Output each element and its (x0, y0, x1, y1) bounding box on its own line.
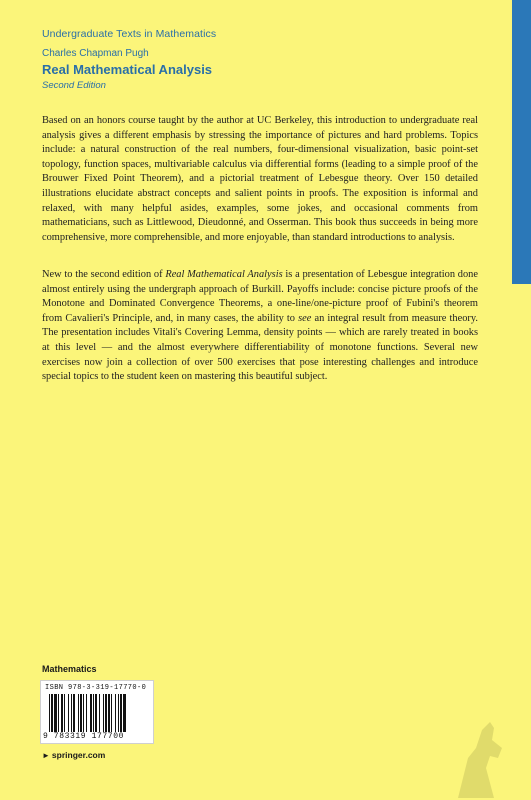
p2-text-3: an integral result from measure theory. The presentation includes Vitali's Covering Lemma, density points — which are rarely treated in books at this level — and the almost everywhere differentiability of monotone functions. Several new exercises now join a collection of over 500 exercises that pose interesting challenges and introduce special topics to the student keen on mastering this beautiful subject. (42, 312, 478, 383)
p2-see: see (298, 312, 312, 324)
series-name: Undergraduate Texts in Mathematics (42, 28, 217, 40)
barcode-bar (58, 694, 59, 732)
barcode-bar (80, 694, 82, 732)
barcode-bar (78, 694, 79, 732)
p2-book-title: Real Mathematical Analysis (165, 269, 283, 280)
barcode-bar (54, 694, 57, 732)
barcode-bar (64, 694, 65, 732)
barcode-bar (95, 694, 97, 732)
p2-text-1: New to the second edition of (42, 269, 166, 280)
barcode-bar (73, 694, 75, 732)
author-name: Charles Chapman Pugh (42, 48, 149, 59)
barcode-bar (86, 694, 87, 732)
barcode-bar (99, 694, 100, 732)
isbn-number: ISBN 978-3-319-17770-0 (45, 684, 147, 692)
edition-label: Second Edition (42, 80, 106, 91)
subject-label: Mathematics (42, 664, 97, 674)
book-title: Real Mathematical Analysis (42, 62, 213, 77)
barcode-bar (115, 694, 116, 732)
barcode-bar (108, 694, 110, 732)
arrow-right-icon: ► (42, 751, 50, 760)
barcode-bar (90, 694, 92, 732)
barcode-bar (111, 694, 112, 732)
publisher-url-text: springer.com (51, 750, 106, 760)
barcode-digits: 9 783319 177700 (43, 732, 125, 741)
barcode-bar (68, 694, 69, 732)
springer-horse-logo-icon (446, 718, 516, 800)
barcode-bar (61, 694, 63, 732)
barcode-bar (83, 694, 84, 732)
description-paragraph-2 (42, 268, 478, 385)
barcode-bar (105, 694, 107, 732)
barcode-bar (93, 694, 94, 732)
barcode-bar (71, 694, 72, 732)
side-color-stripe (512, 0, 531, 284)
p2-text-2: is a presentation of Lebesgue integration done almost entirely using the undergraph approach of Burkill. Payoffs include: concise picture proofs of the Monotone and Dominated Convergence Theorems, a one-line/one-picture proof of Fubini's theorem from Cavalieri's Principle, and, in many cases, the ability to (42, 269, 478, 324)
publisher-url (42, 750, 105, 760)
barcode-bar (120, 694, 122, 732)
barcode-bar (51, 694, 53, 732)
barcode-bar (118, 694, 119, 732)
isbn-barcode-box (40, 680, 154, 744)
barcode-bar (103, 694, 104, 732)
barcode-bar (123, 694, 126, 732)
description-paragraph-1: Based on an honors course taught by the author at UC Berkeley, this introduction to undergraduate real analysis gives a different emphasis by stressing the importance of pictures and hard problems. Topics include: a natural construction of the real numbers, four-dimensional visualization, basic point-set topology, function spaces, multivariable calculus via differential forms (leading to a simple proof of the Brouwer Fixed Point Theorem), and a pictorial treatment of Lebesgue theory. Over 150 detailed illustrations elucidate abstract concepts and salient points in proofs. The exposition is informal and relaxed, with many helpful asides, examples, some jokes, and occasional comments from mathematicians, such as Littlewood, Dieudonné, and Osserman. This book thus succeeds in being more comprehensive, more comprehensible, and more enjoyable, than standard introductions to analysis. (42, 115, 478, 243)
barcode-bar (49, 694, 50, 732)
barcode-icon (49, 694, 147, 732)
